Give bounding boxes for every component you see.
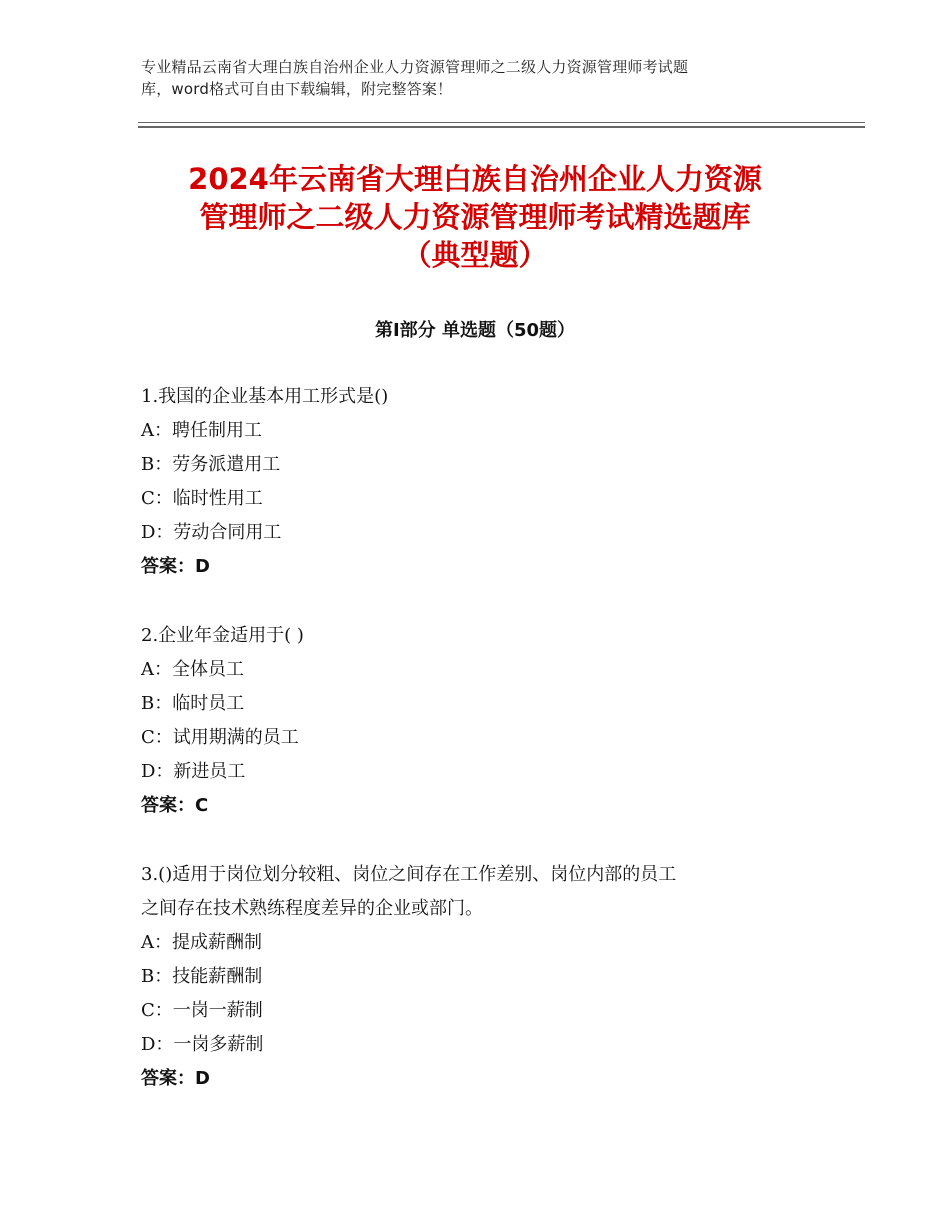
option-a: A：提成薪酬制 — [141, 932, 262, 953]
header-note — [141, 56, 821, 100]
section-title: 第Ⅰ部分 单选题（50题） — [374, 320, 575, 341]
question-3 — [141, 858, 821, 1096]
title-line-2: 管理师之二级人力资源管理师考试精选题库 — [199, 200, 751, 234]
header-note-line-1: 专业精品云南省大理白族自治州企业人力资源管理师之二级人力资源管理师考试题 — [141, 58, 689, 76]
header-note-line-2: 库，word格式可自由下载编辑，附完整答案！ — [141, 80, 453, 98]
option-c: C：一岗一薪制 — [141, 1000, 263, 1021]
option-b: B：临时员工 — [141, 693, 245, 714]
title-line-3: （典型题） — [402, 238, 548, 272]
option-d: D：劳动合同用工 — [141, 522, 282, 543]
header-divider-thick — [138, 126, 865, 128]
question-stem-line-2: 之间存在技术熟练程度差异的企业或部门。 — [141, 898, 483, 919]
option-c: C：临时性用工 — [141, 488, 263, 509]
option-d: D：一岗多薪制 — [141, 1034, 264, 1055]
option-d: D：新进员工 — [141, 761, 246, 782]
option-b: B：技能薪酬制 — [141, 966, 263, 987]
answer: 答案：D — [141, 556, 210, 577]
answer: 答案：C — [141, 795, 209, 816]
question-stem-line-1: 3.()适用于岗位划分较粗、岗位之间存在工作差别、岗位内部的员工 — [141, 864, 677, 885]
answer: 答案：D — [141, 1068, 210, 1089]
option-a: A：全体员工 — [141, 659, 244, 680]
title-line-1: 2024年云南省大理白族自治州企业人力资源 — [188, 162, 762, 196]
question-1 — [141, 380, 821, 584]
question-stem: 1.我国的企业基本用工形式是() — [141, 386, 389, 407]
document-title — [120, 160, 830, 274]
question-2 — [141, 619, 821, 823]
option-b: B：劳务派遣用工 — [141, 454, 281, 475]
header-divider-thin — [138, 122, 865, 123]
option-a: A：聘任制用工 — [141, 420, 262, 441]
option-c: C：试用期满的员工 — [141, 727, 299, 748]
question-stem: 2.企业年金适用于( ) — [141, 625, 304, 646]
